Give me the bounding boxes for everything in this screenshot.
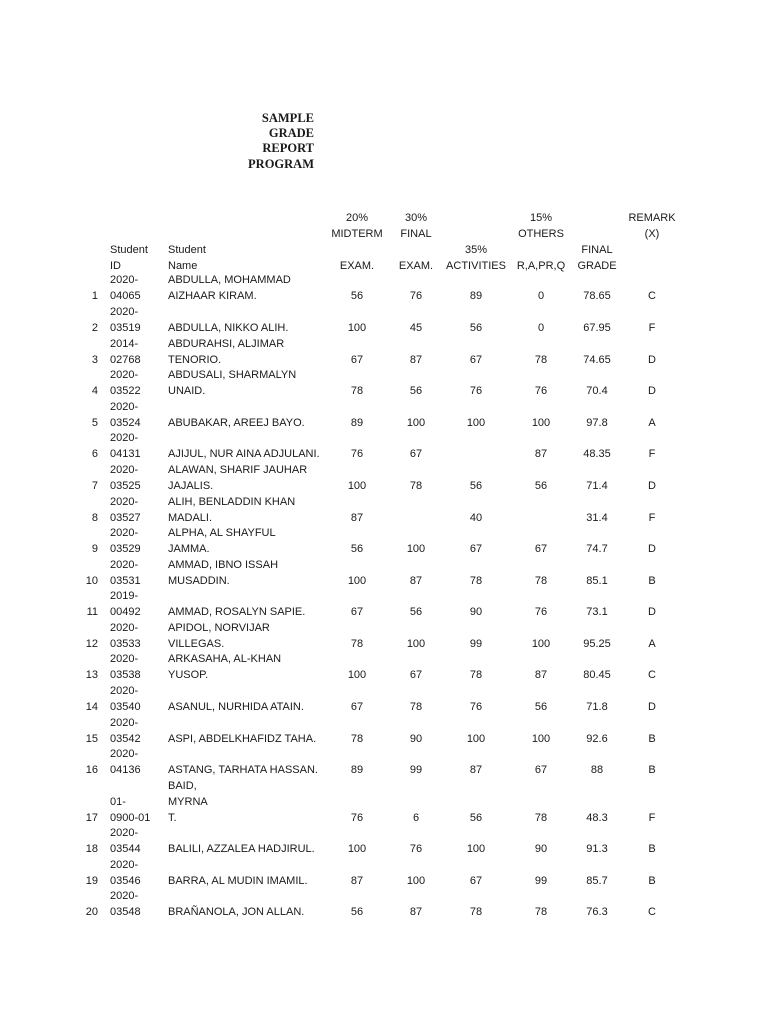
cell-final-exam: 56 <box>409 606 423 618</box>
student-name: AIZHAAR KIRAM. <box>168 290 257 302</box>
student-name: ASPI, ABDELKHAFIDZ TAHA. <box>168 733 317 745</box>
cell-remark: A <box>648 638 656 650</box>
student-name: YUSOP. <box>168 669 209 681</box>
student-name: JAMMA. <box>168 543 210 555</box>
student-name: VILLEGAS. <box>168 638 225 650</box>
cell-midterm: 76 <box>350 448 364 460</box>
header-final-grade: FINAL <box>581 244 613 256</box>
header-activities: 35% <box>464 244 488 256</box>
cell-others: 87 <box>534 669 548 681</box>
row-number: 4 <box>91 385 98 397</box>
student-name: APIDOL, NORVIJAR <box>168 622 270 634</box>
cell-others: 90 <box>534 843 548 855</box>
cell-final: 73.1 <box>586 606 608 618</box>
student-name: BRAÑANOLA, JON ALLAN. <box>168 906 305 918</box>
header-others: R,A,PR,Q <box>516 260 566 272</box>
student-id: 2020- <box>110 306 139 318</box>
cell-others: 100 <box>531 733 551 745</box>
student-id: 2020- <box>110 559 139 571</box>
cell-others: 0 <box>537 322 545 334</box>
header-remark: REMARK <box>628 212 676 224</box>
title-line: GRADE <box>268 126 314 141</box>
cell-others: 78 <box>534 812 548 824</box>
student-name: JAJALIS. <box>168 480 214 492</box>
cell-remark: C <box>648 290 656 302</box>
cell-remark: D <box>648 543 656 555</box>
cell-others: 76 <box>534 385 548 397</box>
student-id: 03533 <box>110 638 141 650</box>
cell-midterm: 89 <box>350 764 364 776</box>
cell-final: 88 <box>590 764 604 776</box>
cell-remark: B <box>648 575 656 587</box>
cell-remark: D <box>648 701 656 713</box>
cell-activities: 99 <box>469 638 483 650</box>
student-id: 03524 <box>110 417 141 429</box>
student-name: AMMAD, IBNO ISSAH <box>168 559 279 571</box>
cell-remark: B <box>648 843 656 855</box>
cell-remark: A <box>648 417 656 429</box>
student-id: 03548 <box>110 906 141 918</box>
cell-final-exam: 100 <box>406 543 426 555</box>
student-id: 00492 <box>110 606 141 618</box>
cell-final: 95.25 <box>583 638 611 650</box>
header-student-name: Student <box>168 244 206 256</box>
cell-final: 78.65 <box>583 290 611 302</box>
student-id: 03544 <box>110 843 141 855</box>
cell-others: 99 <box>534 875 548 887</box>
header-student-id: ID <box>110 260 121 272</box>
header-final-exam: EXAM. <box>398 260 434 272</box>
student-name: ABDULLA, MOHAMMAD <box>168 274 291 286</box>
cell-remark: B <box>648 764 656 776</box>
cell-others: 78 <box>534 354 548 366</box>
header-student-id: Student <box>110 244 148 256</box>
row-number: 12 <box>85 638 98 650</box>
cell-activities: 90 <box>469 606 483 618</box>
cell-others: 67 <box>534 764 548 776</box>
cell-final: 76.3 <box>586 906 608 918</box>
row-number: 9 <box>91 543 98 555</box>
cell-others: 87 <box>534 448 548 460</box>
header-midterm: 20% <box>345 212 369 224</box>
cell-others: 100 <box>531 638 551 650</box>
cell-others: 78 <box>534 906 548 918</box>
row-number: 8 <box>91 512 98 524</box>
cell-activities: 56 <box>469 322 483 334</box>
row-number: 10 <box>85 575 98 587</box>
cell-final: 71.8 <box>586 701 608 713</box>
header-midterm: EXAM. <box>339 260 375 272</box>
student-name: ASANUL, NURHIDA ATAIN. <box>168 701 304 713</box>
student-id: 2020- <box>110 401 139 413</box>
title-line: SAMPLE <box>261 111 314 125</box>
student-id: 2020- <box>110 653 139 665</box>
student-id: 03522 <box>110 385 141 397</box>
cell-others: 67 <box>534 543 548 555</box>
cell-midterm: 67 <box>350 606 364 618</box>
cell-midterm: 78 <box>350 638 364 650</box>
student-name: MYRNA <box>168 796 208 808</box>
row-number: 1 <box>91 290 98 302</box>
cell-activities: 87 <box>469 764 483 776</box>
student-id: 2020- <box>110 464 139 476</box>
student-name: ASTANG, TARHATA HASSAN. <box>168 764 318 776</box>
header-final-exam: 30% <box>404 212 428 224</box>
row-number: 11 <box>86 606 98 618</box>
cell-remark: B <box>648 733 656 745</box>
student-name: UNAID. <box>168 385 206 397</box>
cell-midterm: 67 <box>350 354 364 366</box>
cell-remark: F <box>648 512 656 524</box>
student-id: 2019- <box>110 590 139 602</box>
cell-others: 76 <box>534 606 548 618</box>
cell-final: 31.4 <box>586 512 608 524</box>
row-number: 20 <box>85 906 98 918</box>
student-name: ABDURAHSI, ALJIMAR <box>168 338 285 350</box>
cell-midterm: 87 <box>350 512 364 524</box>
student-id: 03519 <box>110 322 141 334</box>
cell-midterm: 100 <box>347 669 367 681</box>
cell-remark: B <box>648 875 656 887</box>
row-number: 5 <box>91 417 98 429</box>
cell-final: 74.7 <box>586 543 608 555</box>
cell-remark: C <box>648 669 656 681</box>
student-id: 2020- <box>110 890 139 902</box>
row-number: 17 <box>85 812 98 824</box>
cell-midterm: 56 <box>350 543 364 555</box>
header-others: 15% <box>529 212 553 224</box>
cell-remark: F <box>648 812 656 824</box>
cell-final-exam: 67 <box>409 669 423 681</box>
cell-remark: D <box>648 480 656 492</box>
student-id: 03525 <box>110 480 141 492</box>
student-id: 03538 <box>110 669 141 681</box>
student-id: 04136 <box>110 764 141 776</box>
student-name: ALPHA, AL SHAYFUL <box>168 527 276 539</box>
student-name: ALIH, BENLADDIN KHAN <box>168 496 296 508</box>
cell-remark: C <box>648 906 656 918</box>
row-number: 3 <box>91 354 98 366</box>
student-id: 2020- <box>110 748 139 760</box>
cell-midterm: 67 <box>350 701 364 713</box>
header-others: OTHERS <box>518 228 564 240</box>
student-name: BAID, <box>168 780 197 792</box>
title-line: REPORT <box>262 141 314 156</box>
cell-midterm: 89 <box>350 417 364 429</box>
cell-activities: 56 <box>469 480 483 492</box>
student-id: 03527 <box>110 512 141 524</box>
cell-final-exam: 100 <box>406 417 426 429</box>
row-number: 15 <box>85 733 98 745</box>
cell-final: 85.7 <box>586 875 608 887</box>
cell-midterm: 100 <box>347 575 367 587</box>
cell-final: 80.45 <box>583 669 611 681</box>
cell-final-exam: 78 <box>409 480 423 492</box>
cell-activities: 67 <box>469 875 483 887</box>
cell-final-exam: 99 <box>409 764 423 776</box>
cell-final-exam: 78 <box>409 701 423 713</box>
cell-final-exam: 56 <box>409 385 423 397</box>
row-number: 16 <box>85 764 98 776</box>
cell-midterm: 76 <box>350 812 364 824</box>
student-name: ALAWAN, SHARIF JAUHAR <box>168 464 308 476</box>
cell-final: 97.8 <box>586 417 608 429</box>
student-id: 2020- <box>110 274 139 286</box>
cell-midterm: 100 <box>347 480 367 492</box>
header-student-name: Name <box>168 260 198 272</box>
student-id: 04131 <box>110 448 141 460</box>
cell-activities: 78 <box>469 669 483 681</box>
student-id: 01- <box>110 796 126 808</box>
student-id: 03540 <box>110 701 141 713</box>
cell-final-exam: 87 <box>409 575 423 587</box>
cell-final-exam: 100 <box>406 638 426 650</box>
cell-remark: F <box>648 448 656 460</box>
cell-others: 56 <box>534 480 548 492</box>
student-id: 2020- <box>110 432 139 444</box>
cell-activities: 100 <box>466 417 486 429</box>
cell-final-exam: 90 <box>409 733 423 745</box>
title-line: PROGRAM <box>248 156 314 171</box>
cell-activities: 89 <box>469 290 483 302</box>
cell-remark: D <box>648 606 656 618</box>
student-name: MADALI. <box>168 512 213 524</box>
student-id: 2020- <box>110 496 139 508</box>
student-name: ABDULLA, NIKKO ALIH. <box>168 322 289 334</box>
cell-final: 91.3 <box>586 843 608 855</box>
report-title <box>200 111 314 172</box>
student-name: ABDUSALI, SHARMALYN <box>168 369 297 381</box>
cell-final-exam: 87 <box>409 906 423 918</box>
cell-final-exam: 87 <box>409 354 423 366</box>
cell-final: 70.4 <box>586 385 608 397</box>
cell-activities: 78 <box>469 906 483 918</box>
student-id: 2020- <box>110 859 139 871</box>
cell-final: 74.65 <box>583 354 611 366</box>
cell-remark: D <box>648 385 656 397</box>
row-number: 19 <box>85 875 98 887</box>
row-number: 2 <box>91 322 98 334</box>
cell-midterm: 100 <box>347 843 367 855</box>
row-number: 7 <box>91 480 98 492</box>
cell-final: 67.95 <box>583 322 611 334</box>
cell-activities: 67 <box>469 543 483 555</box>
student-id: 2020- <box>110 527 139 539</box>
cell-activities: 100 <box>466 733 486 745</box>
row-number: 13 <box>85 669 98 681</box>
student-id: 2020- <box>110 685 139 697</box>
header-final-exam: FINAL <box>400 228 432 240</box>
cell-midterm: 78 <box>350 733 364 745</box>
cell-midterm: 100 <box>347 322 367 334</box>
cell-activities: 76 <box>469 701 483 713</box>
student-name: MUSADDIN. <box>168 575 230 587</box>
cell-activities: 40 <box>469 512 483 524</box>
cell-final-exam: 76 <box>409 843 423 855</box>
student-id: 0900-01 <box>110 812 151 824</box>
header-activities: ACTIVITIES <box>446 260 506 272</box>
row-number: 6 <box>91 448 98 460</box>
cell-final: 48.35 <box>583 448 611 460</box>
cell-activities: 78 <box>469 575 483 587</box>
row-number: 18 <box>85 843 98 855</box>
student-name: AMMAD, ROSALYN SAPIE. <box>168 606 306 618</box>
cell-final: 71.4 <box>586 480 608 492</box>
cell-midterm: 78 <box>350 385 364 397</box>
cell-final-exam: 45 <box>409 322 423 334</box>
header-remark: (X) <box>644 228 660 240</box>
student-id: 02768 <box>110 354 141 366</box>
cell-activities: 100 <box>466 843 486 855</box>
student-id: 2020- <box>110 827 139 839</box>
student-name: BALILI, AZZALEA HADJIRUL. <box>168 843 315 855</box>
cell-others: 56 <box>534 701 548 713</box>
cell-remark: F <box>648 322 656 334</box>
student-id: 03529 <box>110 543 141 555</box>
student-id: 03546 <box>110 875 141 887</box>
cell-others: 78 <box>534 575 548 587</box>
header-midterm: MIDTERM <box>331 228 383 240</box>
student-name: TENORIO. <box>168 354 222 366</box>
cell-activities: 67 <box>469 354 483 366</box>
cell-midterm: 56 <box>350 290 364 302</box>
student-id: 2020- <box>110 622 139 634</box>
cell-activities: 56 <box>469 812 483 824</box>
student-id: 04065 <box>110 290 141 302</box>
cell-final-exam: 76 <box>409 290 423 302</box>
cell-others: 0 <box>537 290 545 302</box>
cell-final-exam: 100 <box>406 875 426 887</box>
student-id: 03542 <box>110 733 141 745</box>
header-final-grade: GRADE <box>577 260 617 272</box>
cell-activities: 76 <box>469 385 483 397</box>
student-name: T. <box>168 812 177 824</box>
cell-final: 48.3 <box>586 812 608 824</box>
student-name: ARKASAHA, AL-KHAN <box>168 653 282 665</box>
cell-others: 100 <box>531 417 551 429</box>
cell-final-exam: 6 <box>412 812 420 824</box>
row-number: 14 <box>85 701 98 713</box>
student-id: 03531 <box>110 575 141 587</box>
cell-midterm: 56 <box>350 906 364 918</box>
student-id: 2020- <box>110 717 139 729</box>
cell-final: 85.1 <box>586 575 608 587</box>
student-id: 2020- <box>110 369 139 381</box>
cell-final-exam: 67 <box>409 448 423 460</box>
student-name: BARRA, AL MUDIN IMAMIL. <box>168 875 308 887</box>
cell-final: 92.6 <box>586 733 608 745</box>
cell-remark: D <box>648 354 656 366</box>
student-name: AJIJUL, NUR AINA ADJULANI. <box>168 448 320 460</box>
cell-midterm: 87 <box>350 875 364 887</box>
student-name: ABUBAKAR, AREEJ BAYO. <box>168 417 305 429</box>
student-id: 2014- <box>110 338 139 350</box>
